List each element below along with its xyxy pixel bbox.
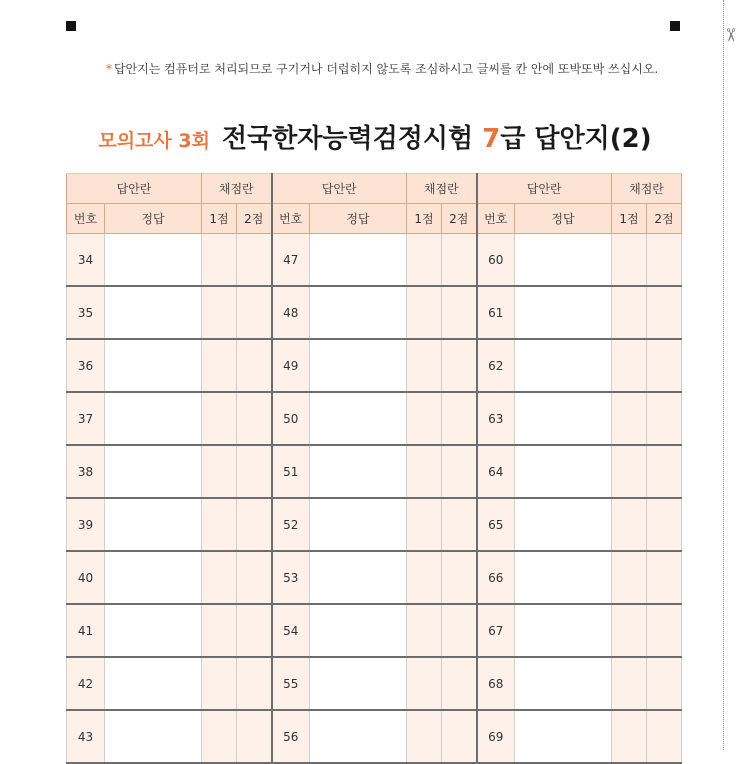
score-2-cell	[647, 657, 682, 710]
scissors-icon: ✂	[719, 27, 741, 43]
score-2-cell	[237, 710, 272, 763]
score-2-cell	[442, 710, 477, 763]
question-number: 63	[477, 392, 515, 445]
score-2-cell	[647, 339, 682, 392]
question-number: 43	[67, 710, 105, 763]
answer-cell[interactable]	[105, 710, 202, 763]
table-row	[67, 286, 682, 339]
question-number: 56	[272, 710, 310, 763]
score-1-cell	[407, 498, 442, 551]
question-number: 52	[272, 498, 310, 551]
score-1-cell	[202, 657, 237, 710]
group-header-row	[67, 174, 682, 204]
table-row	[67, 657, 682, 710]
notice-marker: *	[106, 62, 112, 76]
header-score-1: 1점	[407, 204, 442, 234]
score-2-cell	[237, 551, 272, 604]
question-number: 37	[67, 392, 105, 445]
header-number: 번호	[67, 204, 105, 234]
score-1-cell	[202, 710, 237, 763]
answer-cell[interactable]	[515, 604, 612, 657]
score-1-cell	[202, 498, 237, 551]
question-number: 68	[477, 657, 515, 710]
score-2-cell	[442, 657, 477, 710]
answer-cell[interactable]	[310, 392, 407, 445]
header-score-2: 2점	[237, 204, 272, 234]
notice-text: 답안지는 컴퓨터로 처리되므로 구기거나 더럽히지 않도록 조심하시고 글씨를 칸 안에 또박또박 쓰십시오.	[114, 62, 659, 76]
score-2-cell	[442, 286, 477, 339]
instruction-notice	[106, 60, 666, 79]
score-1-cell	[407, 551, 442, 604]
question-number: 51	[272, 445, 310, 498]
table-row	[67, 498, 682, 551]
score-1-cell	[202, 392, 237, 445]
score-1-cell	[612, 339, 647, 392]
score-2-cell	[237, 339, 272, 392]
answer-cell[interactable]	[515, 234, 612, 287]
answer-cell[interactable]	[105, 286, 202, 339]
question-number: 64	[477, 445, 515, 498]
answer-cell[interactable]	[105, 551, 202, 604]
answer-cell[interactable]	[515, 392, 612, 445]
answer-cell[interactable]	[310, 498, 407, 551]
score-1-cell	[612, 604, 647, 657]
answer-cell[interactable]	[105, 339, 202, 392]
question-number: 38	[67, 445, 105, 498]
score-1-cell	[202, 234, 237, 287]
score-1-cell	[407, 657, 442, 710]
answer-cell[interactable]	[105, 604, 202, 657]
title-main-after: 급 답안지(2)	[500, 124, 652, 154]
cut-line	[723, 0, 724, 750]
header-score-2: 2점	[647, 204, 682, 234]
table-row	[67, 392, 682, 445]
score-1-cell	[202, 604, 237, 657]
group-header-score: 채점란	[202, 174, 272, 204]
score-2-cell	[442, 392, 477, 445]
group-header-answer: 답안란	[477, 174, 612, 204]
answer-cell[interactable]	[105, 657, 202, 710]
score-2-cell	[647, 498, 682, 551]
score-2-cell	[647, 234, 682, 287]
table-row	[67, 234, 682, 287]
score-1-cell	[407, 339, 442, 392]
score-2-cell	[647, 710, 682, 763]
score-2-cell	[442, 445, 477, 498]
header-score-1: 1점	[612, 204, 647, 234]
group-header-answer: 답안란	[67, 174, 202, 204]
question-number: 61	[477, 286, 515, 339]
score-2-cell	[237, 445, 272, 498]
question-number: 69	[477, 710, 515, 763]
table-row	[67, 551, 682, 604]
answer-cell[interactable]	[310, 445, 407, 498]
score-1-cell	[612, 498, 647, 551]
question-number: 35	[67, 286, 105, 339]
score-1-cell	[407, 445, 442, 498]
score-1-cell	[407, 286, 442, 339]
question-number: 42	[67, 657, 105, 710]
score-2-cell	[237, 657, 272, 710]
score-1-cell	[612, 286, 647, 339]
score-2-cell	[647, 604, 682, 657]
header-number: 번호	[272, 204, 310, 234]
answer-cell[interactable]	[310, 657, 407, 710]
score-2-cell	[237, 498, 272, 551]
question-number: 48	[272, 286, 310, 339]
score-2-cell	[237, 392, 272, 445]
question-number: 47	[272, 234, 310, 287]
table-row	[67, 604, 682, 657]
answer-cell[interactable]	[310, 286, 407, 339]
registration-mark-right	[670, 21, 680, 31]
score-2-cell	[237, 234, 272, 287]
answer-cell[interactable]	[515, 551, 612, 604]
answer-cell[interactable]	[310, 710, 407, 763]
header-score-1: 1점	[202, 204, 237, 234]
table-row	[67, 445, 682, 498]
group-header-answer: 답안란	[272, 174, 407, 204]
score-2-cell	[442, 604, 477, 657]
answer-cell[interactable]	[515, 445, 612, 498]
answer-cell[interactable]	[515, 286, 612, 339]
answer-cell[interactable]	[515, 657, 612, 710]
score-1-cell	[407, 604, 442, 657]
score-2-cell	[442, 498, 477, 551]
question-number: 66	[477, 551, 515, 604]
score-2-cell	[647, 392, 682, 445]
answer-cell[interactable]	[310, 339, 407, 392]
question-number: 62	[477, 339, 515, 392]
question-number: 53	[272, 551, 310, 604]
score-1-cell	[202, 339, 237, 392]
question-number: 36	[67, 339, 105, 392]
answer-cell[interactable]	[310, 604, 407, 657]
score-1-cell	[612, 445, 647, 498]
header-answer: 정답	[310, 204, 407, 234]
title-main	[222, 124, 652, 154]
answer-cell[interactable]	[310, 551, 407, 604]
score-2-cell	[647, 551, 682, 604]
answer-cell[interactable]	[515, 710, 612, 763]
answer-cell[interactable]	[515, 498, 612, 551]
score-1-cell	[612, 234, 647, 287]
sub-header-row	[67, 204, 682, 234]
title-grade: 7	[482, 124, 501, 154]
score-2-cell	[237, 604, 272, 657]
group-header-score: 채점란	[612, 174, 682, 204]
score-2-cell	[442, 551, 477, 604]
score-2-cell	[442, 234, 477, 287]
header-answer: 정답	[105, 204, 202, 234]
answer-sheet-table	[66, 173, 682, 764]
answer-cell[interactable]	[515, 339, 612, 392]
title-main-before: 전국한자능력검정시험	[221, 124, 483, 154]
group-header-score: 채점란	[407, 174, 477, 204]
question-number: 40	[67, 551, 105, 604]
answer-cell[interactable]	[105, 234, 202, 287]
score-2-cell	[647, 445, 682, 498]
score-1-cell	[202, 551, 237, 604]
header-score-2: 2점	[442, 204, 477, 234]
question-number: 50	[272, 392, 310, 445]
score-1-cell	[612, 657, 647, 710]
score-1-cell	[407, 392, 442, 445]
answer-cell[interactable]	[310, 234, 407, 287]
question-number: 67	[477, 604, 515, 657]
score-1-cell	[612, 551, 647, 604]
header-number: 번호	[477, 204, 515, 234]
answer-rows	[67, 234, 682, 764]
header-answer: 정답	[515, 204, 612, 234]
question-number: 49	[272, 339, 310, 392]
table-row	[67, 339, 682, 392]
score-1-cell	[407, 710, 442, 763]
question-number: 55	[272, 657, 310, 710]
score-1-cell	[612, 710, 647, 763]
exam-round-label: 모의고사 3회	[98, 130, 210, 152]
page-title	[0, 118, 750, 155]
score-2-cell	[442, 339, 477, 392]
question-number: 54	[272, 604, 310, 657]
answer-cell[interactable]	[105, 445, 202, 498]
table-row	[67, 710, 682, 763]
answer-cell[interactable]	[105, 392, 202, 445]
score-2-cell	[237, 286, 272, 339]
score-1-cell	[202, 445, 237, 498]
question-number: 34	[67, 234, 105, 287]
answer-cell[interactable]	[105, 498, 202, 551]
question-number: 39	[67, 498, 105, 551]
score-1-cell	[612, 392, 647, 445]
registration-mark-left	[66, 21, 76, 31]
question-number: 60	[477, 234, 515, 287]
score-1-cell	[202, 286, 237, 339]
score-2-cell	[647, 286, 682, 339]
question-number: 65	[477, 498, 515, 551]
score-1-cell	[407, 234, 442, 287]
question-number: 41	[67, 604, 105, 657]
